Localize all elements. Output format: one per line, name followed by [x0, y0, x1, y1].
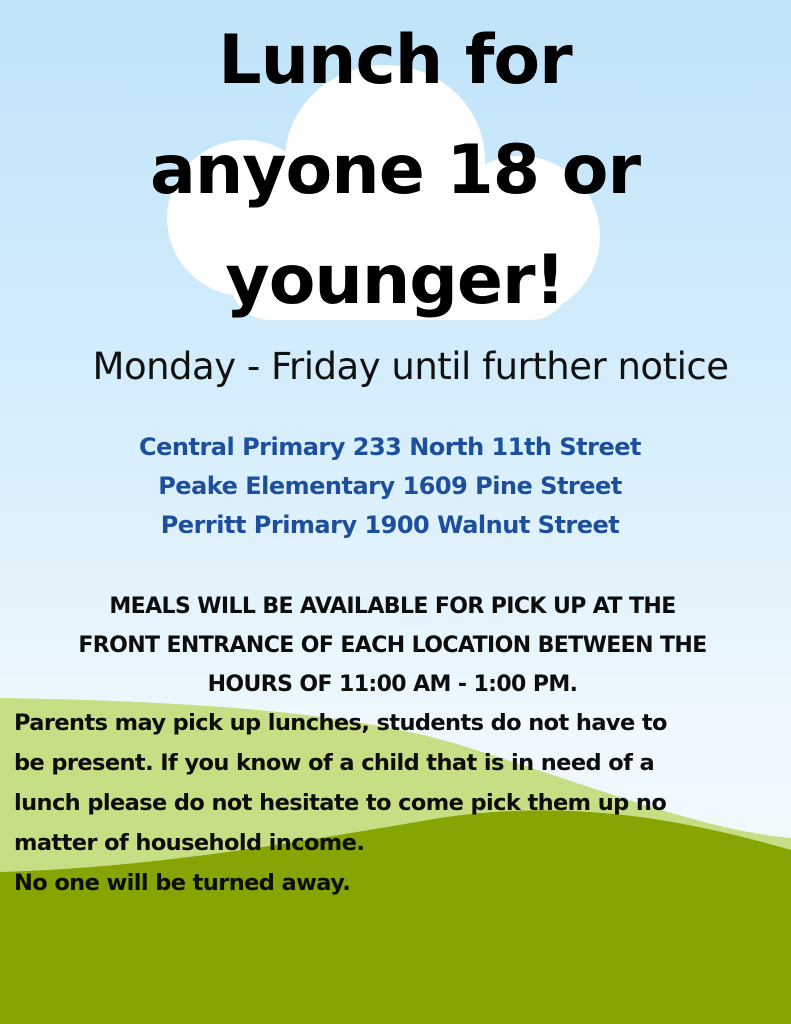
location-central-primary: Central Primary 233 North 11th Street	[139, 433, 641, 461]
flyer-title	[80, 6, 710, 336]
location-peake-elementary: Peake Elementary 1609 Pine Street	[158, 472, 622, 500]
meals-line-3: HOURS OF 11:00 AM - 1:00 PM.	[207, 672, 578, 697]
notes-line-2: be present. If you know of a child that is in need of a	[14, 750, 655, 776]
notes-line-1: Parents may pick up lunches, students do not have to	[14, 710, 667, 736]
notes-line-4: matter of household income.	[14, 830, 365, 856]
title-line-2: anyone 18 or	[149, 131, 641, 210]
meals-line-2: FRONT ENTRANCE OF EACH LOCATION BETWEEN THE	[78, 633, 707, 658]
title-line-3: younger!	[225, 241, 565, 320]
meals-notice	[0, 587, 785, 704]
notes-line-3: lunch please do not hesitate to come pick them up no	[14, 790, 667, 816]
pickup-notes	[14, 703, 784, 903]
schedule-text: Monday - Friday until further notice	[92, 345, 729, 388]
locations-list	[60, 428, 720, 545]
title-line-1: Lunch for	[218, 21, 572, 100]
location-perritt-primary: Perritt Primary 1900 Walnut Street	[160, 511, 620, 539]
notes-line-5: No one will be turned away.	[14, 870, 351, 896]
meals-line-1: MEALS WILL BE AVAILABLE FOR PICK UP AT THE	[109, 594, 676, 619]
